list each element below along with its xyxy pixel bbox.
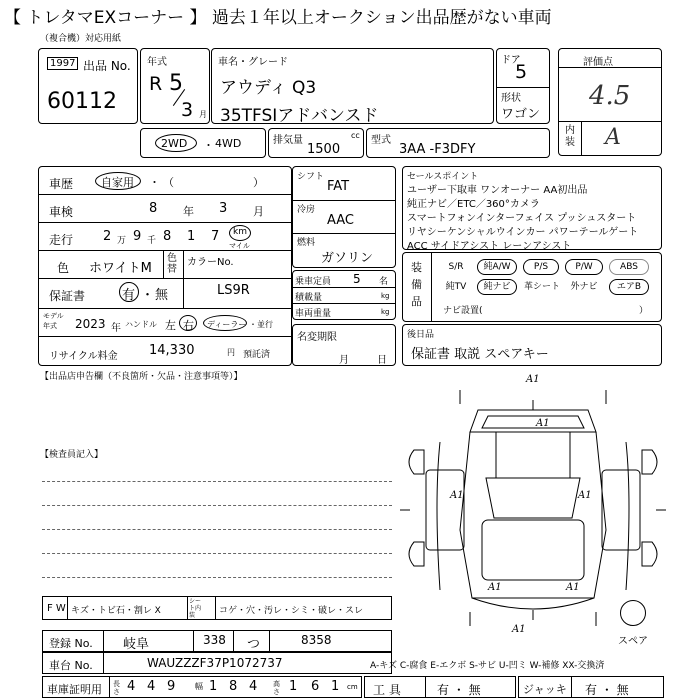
seller-notes-label: 【出品店申告欄（不良箇所・欠品・注意事項等）】 — [40, 372, 243, 382]
handle-right[interactable]: 右 — [183, 319, 194, 332]
spare-label: スペア — [618, 636, 648, 647]
color-value: ホワイトM — [89, 261, 152, 276]
lot-label: 出品 No. — [83, 59, 131, 73]
fuel-label: 燃料 — [297, 238, 316, 248]
history-private[interactable]: 自家用 — [101, 176, 134, 189]
mark-front-left: A1 — [488, 582, 502, 593]
mark-front: A1 — [512, 624, 526, 635]
header-banner — [0, 0, 700, 30]
diagram-roof-outline — [470, 410, 596, 432]
equip-aw[interactable]: 純A/W — [477, 259, 517, 275]
spec-box — [292, 166, 396, 268]
jack-row: ジャッキ 有 ・ 無 — [518, 676, 664, 698]
lot-number: 60112 — [47, 89, 117, 114]
equip-ps[interactable]: P/S — [523, 259, 559, 275]
lot-venue-code: 1997 — [47, 57, 78, 70]
reg-number: 8358 — [301, 633, 332, 647]
diagram-wheel-rr — [642, 542, 657, 566]
model-year-label: モデル年式 — [43, 312, 64, 330]
rating-box — [558, 48, 662, 156]
mark-roof: A1 — [536, 418, 550, 429]
sales-points-box: セールスポイント ユーザー下取車 ワンオーナー AA初出品 純正ナビ／ETC／360°カメラ スマートフォンインターフェイス プッシュスタート リヤシーケンシャルウインカー パワーテールゲート ACC サイドアシスト レーンアシスト — [402, 166, 662, 250]
interior-label: 内装 — [565, 125, 575, 148]
year-box — [140, 48, 210, 124]
reg-kana: つ — [247, 637, 261, 652]
mark-front-right: A1 — [566, 582, 580, 593]
color-code: LS9R — [217, 283, 250, 298]
car-name: アウディ Q3 — [220, 78, 317, 98]
diagram-left-panel — [426, 470, 464, 550]
tools-row: 工 具 有 ・ 無 — [364, 676, 516, 698]
year-month: 3 — [181, 99, 194, 121]
ac-value: AAC — [327, 213, 354, 228]
doors-label: ドア — [501, 55, 521, 66]
diagram-wheel-rl — [409, 542, 424, 566]
year-value: 5 — [169, 71, 183, 96]
equip-sr[interactable]: S/R — [448, 262, 464, 272]
equip-navi[interactable]: 純ナビ — [477, 279, 517, 295]
diagram-wheel-fr — [642, 450, 657, 474]
interior-score: A — [605, 125, 621, 150]
year-label: 年式 — [147, 57, 167, 68]
warranty-label: 保証書 — [49, 289, 86, 303]
equip-airbag[interactable]: エアB — [609, 279, 649, 295]
diagram-wheel-fl — [409, 450, 424, 474]
equip-extnavi[interactable]: 外ナビ — [570, 282, 598, 292]
color-change-label: 色替 — [167, 253, 177, 275]
doors-box — [496, 48, 550, 124]
diagram-right-panel — [602, 470, 640, 550]
recycle-value: 14,330 — [149, 343, 195, 358]
later-items-value: 保証書 取説 スペアキー — [411, 347, 549, 362]
later-items-box: 後日品 保証書 取説 スペアキー — [402, 324, 662, 366]
ac-label: 冷房 — [297, 205, 316, 215]
model-year-value: 2023 — [75, 317, 106, 331]
doors-value: 5 — [515, 61, 528, 83]
mileage-km[interactable]: km — [233, 227, 247, 237]
fuel-value: ガソリン — [321, 251, 374, 266]
drive-2wd[interactable]: 2WD — [161, 137, 188, 150]
equip-pw[interactable]: P/W — [565, 259, 603, 275]
model-box — [366, 128, 550, 158]
car-damage-diagram — [400, 370, 666, 640]
reg-class: 338 — [203, 633, 226, 647]
drive-box: 2WD 4WD ・ — [140, 128, 266, 158]
rating-label: 評価点 — [583, 57, 613, 68]
inspector-notes-label: 【検査員記入】 — [40, 450, 104, 460]
chassis-value: WAUZZZF37P1072737 — [147, 656, 283, 670]
inspection-label: 車検 — [49, 205, 74, 219]
damage-legend: A-キズ C-腐食 E-エクボ S-サビ U-凹ミ W-補修 XX-交換済 — [370, 661, 605, 671]
diagram-body-left — [437, 442, 440, 590]
year-era: R — [149, 73, 163, 95]
equip-abs[interactable]: ABS — [609, 259, 649, 275]
diagram-body-right — [626, 442, 629, 590]
diagram-hood — [482, 520, 584, 580]
fw-row: F W キズ・トビ石・割レ X シート内装 コゲ・穴・汚レ・シミ・破レ・スレ — [42, 596, 392, 620]
inspection-year: 8 — [149, 201, 158, 216]
mark-rear: A1 — [526, 374, 540, 385]
inspection-month: 3 — [219, 201, 228, 216]
reg-place: 岐阜 — [123, 637, 150, 652]
mark-left-side: A1 — [450, 490, 464, 501]
sales-points-label: セールスポイント — [407, 172, 479, 182]
displacement-unit: cc — [351, 131, 360, 140]
drive-4wd[interactable]: 4WD — [215, 137, 242, 150]
spare-tire-icon — [620, 600, 646, 626]
equip-leather[interactable]: 革シート — [524, 282, 561, 292]
car-name-label: 車名・グレード — [218, 57, 288, 68]
garage-cert-row: 車庫証明用 長さ 4 4 9 幅 1 8 4 高さ 1 6 1 cm — [42, 676, 362, 698]
form-subtitle: （複合機）対応用紙 — [40, 34, 122, 44]
dealer-option[interactable]: ディーラー — [207, 320, 247, 329]
shape-value: ワゴン — [501, 107, 541, 122]
warranty-no[interactable]: 無 — [155, 288, 169, 303]
mileage-label: 走行 — [49, 233, 74, 247]
registration-row: 登録 No. 岐阜 338 つ 8358 — [42, 630, 392, 652]
capacity-value: 5 — [353, 272, 361, 286]
lot-box — [38, 48, 138, 124]
capacity-box: 乗車定員 5 名 積載量 kg 車両重量 kg — [292, 270, 396, 320]
displacement-label: 排気量 — [273, 135, 303, 146]
equip-tv[interactable]: 純TV — [445, 282, 467, 292]
diagram-rear-window — [482, 416, 584, 428]
history-label: 車歴 — [49, 177, 74, 191]
model-label: 型式 — [371, 135, 391, 146]
displacement-box — [268, 128, 364, 158]
warranty-yes[interactable]: 有 — [122, 288, 136, 303]
mark-right-side: A1 — [578, 490, 592, 501]
diagram-front-glass — [486, 478, 580, 518]
car-name-box — [211, 48, 494, 124]
year-month-suffix: 月 — [199, 110, 207, 119]
equipment-box: 装備品 S/R 純A/W P/S P/W ABS 純TV 純ナビ 革シート 外ナビ エアB ナビ設置( ） — [402, 252, 662, 322]
rating-score: 4.5 — [589, 81, 631, 111]
handle-left[interactable]: 左 — [165, 319, 176, 332]
displacement-value: 1500 — [307, 142, 341, 157]
info-table: 車歴 自家用 ・ （ ） 車検 8 年 3 月 走行 2 万 9 千 8 1 7 km マイル 色 ホワイトM 色替 カラーNo. LS9R 保証書 有 ・ 無 モデル年式 2023 年 ハンドル 左 右 ディーラー ・並行 リサイクル料金 14,330 円 預託済 — [38, 166, 292, 366]
color-code-label: カラーNo. — [187, 257, 234, 268]
diagram-front-bumper — [472, 598, 594, 609]
color-label: 色 — [57, 261, 70, 275]
car-grade: 35TFSIアドバンスド — [220, 106, 379, 126]
name-change-box: 名変期限 月 日 — [292, 324, 396, 366]
banner-text: 【 トレタマEXコーナー 】 過去１年以上オークション出品歴がない車両 — [4, 8, 552, 28]
shift-label: シフト — [297, 172, 325, 182]
recycle-label: リサイクル料金 — [49, 351, 118, 362]
equipment-label: 装備品 — [411, 261, 422, 308]
shape-label: 形状 — [501, 93, 521, 104]
model-value: 3AA -F3DFY — [399, 142, 476, 157]
chassis-row: 車台 No. WAUZZZF37P1072737 — [42, 652, 392, 674]
shift-value: FAT — [327, 179, 350, 194]
mileage-mile[interactable]: マイル — [229, 242, 250, 250]
